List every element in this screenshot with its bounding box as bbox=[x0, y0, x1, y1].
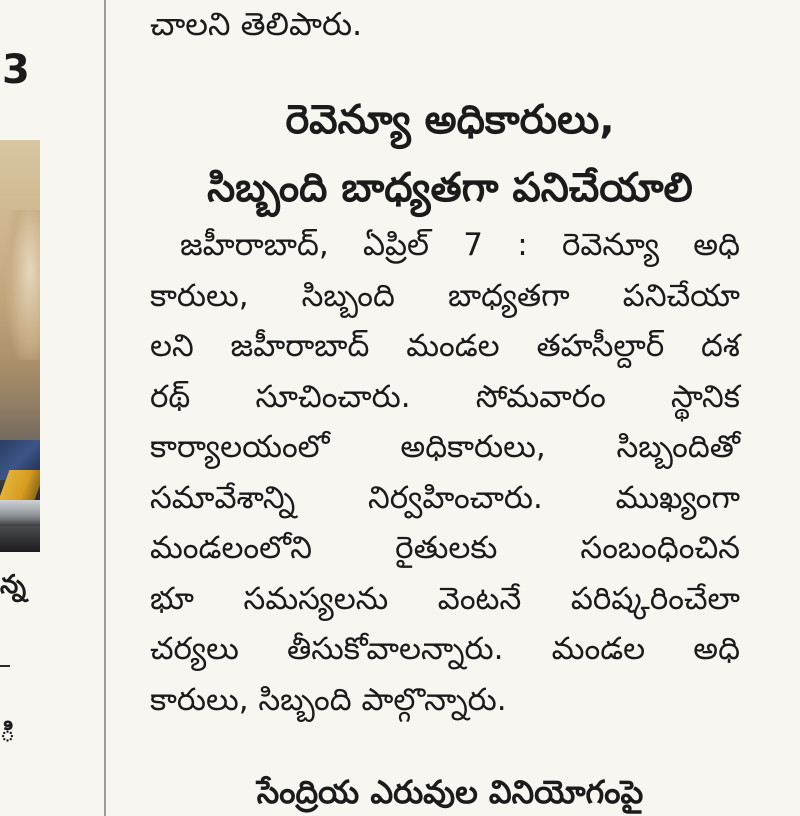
next-article-headline: సేంద్రియ ఎరువుల వినియోగంపై bbox=[256, 773, 644, 811]
article-body bbox=[150, 220, 740, 725]
left-fragment-top: 3 bbox=[2, 47, 30, 93]
previous-article-tail: చాలని తెలిపారు. bbox=[150, 5, 363, 43]
body-line: కారులు, సిబ్బంది బాధ్యతగా పనిచేయా bbox=[150, 277, 740, 314]
article-headline bbox=[150, 86, 750, 222]
photo-grey-object bbox=[0, 500, 40, 526]
body-line: కారులు, సిబ్బంది పాల్గొన్నారు. bbox=[150, 681, 507, 718]
body-line: రథ్ సూచించారు. సోమవారం స్థానిక bbox=[150, 378, 740, 415]
body-line: సమావేశాన్ని నిర్వహించారు. ముఖ్యంగా bbox=[150, 479, 740, 516]
body-line: చర్యలు తీసుకోవాలన్నారు. మండల అధి bbox=[150, 631, 740, 667]
headline-line-1: రెవెన్యూ అధికారులు, bbox=[285, 97, 615, 143]
column-divider bbox=[104, 0, 106, 816]
news-photo bbox=[0, 140, 40, 552]
body-line: భూ సమస్యలను వెంటనే పరిష్కరించేలా bbox=[150, 580, 740, 617]
headline-line-2: సిబ్బంది బాధ్యతగా పనిచేయాలి bbox=[207, 165, 693, 211]
photo-figure bbox=[6, 210, 40, 360]
news-article bbox=[150, 0, 750, 816]
left-fragment-bottom: ి bbox=[0, 718, 16, 748]
left-column-cropped bbox=[0, 0, 100, 816]
photo-caption-fragment: న్న bbox=[0, 570, 26, 600]
body-line: కార్యాలయంలో అధికారులు, సిబ్బందితో bbox=[150, 429, 740, 465]
body-line: జహీరాబాద్, ఏప్రిల్ 7 : రెవెన్యూ అధి bbox=[180, 227, 740, 263]
body-line: లని జహీరాబాద్ మండల తహసీల్దార్ దశ bbox=[150, 328, 740, 364]
body-line: మండలంలోని రైతులకు సంబంధించిన bbox=[150, 530, 740, 566]
left-fragment-dash bbox=[0, 665, 10, 667]
